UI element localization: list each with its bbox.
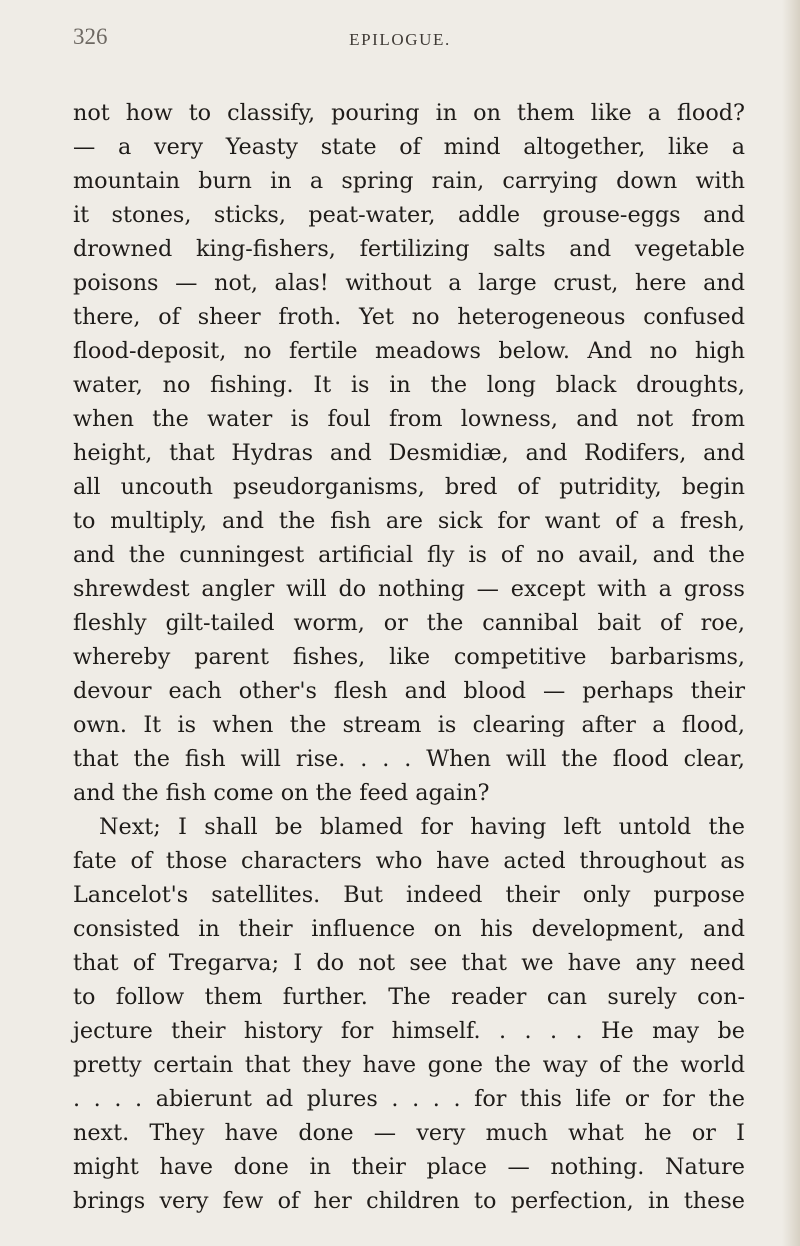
text-line: fleshly gilt-tailed worm, or the cannibal bait of roe, (73, 610, 745, 636)
text-line: to follow them further. The reader can surely con- (73, 984, 745, 1010)
text-line: drowned king-fishers, fertilizing salts and vegetable (73, 236, 745, 262)
text-line: flood-deposit, no fertile meadows below. And no high (73, 338, 745, 364)
text-line: fate of those characters who have acted throughout as (73, 848, 745, 874)
text-line: that of Tregarva; I do not see that we have any need (73, 950, 745, 976)
text-line: consisted in their influence on his development, and (73, 916, 745, 942)
text-line: and the cunningest artificial fly is of no avail, and the (73, 542, 745, 568)
running-head: EPILOGUE. (349, 30, 451, 49)
text-line: poisons — not, alas! without a large crust, here and (73, 270, 745, 296)
text-line: whereby parent fishes, like competitive barbarisms, (73, 644, 745, 670)
text-line: brings very few of her children to perfection, in these (73, 1188, 745, 1214)
page-number: 326 (73, 24, 108, 49)
text-line: water, no fishing. It is in the long black droughts, (73, 372, 745, 398)
text-line: shrewdest angler will do nothing — except with a gross (73, 576, 745, 602)
page-header (0, 24, 800, 64)
text-line-paragraph-start: Next; I shall be blamed for having left untold the (99, 814, 745, 840)
text-line: might have done in their place — nothing. Nature (73, 1154, 745, 1180)
text-line: Lancelot's satellites. But indeed their only purpose (73, 882, 745, 908)
text-line-paragraph-end: and the fish come on the feed again? (73, 780, 490, 806)
text-line: all uncouth pseudorganisms, bred of putridity, begin (73, 474, 745, 500)
text-line: height, that Hydras and Desmidiæ, and Rodifers, and (73, 440, 745, 466)
text-line: — a very Yeasty state of mind altogether, like a (73, 134, 745, 160)
text-line: when the water is foul from lowness, and not from (73, 406, 745, 432)
page-edge-shadow (782, 0, 800, 1246)
text-line: own. It is when the stream is clearing after a flood, (73, 712, 745, 738)
text-line: jecture their history for himself. . . . . He may be (73, 1018, 745, 1044)
text-line: . . . . abierunt ad plures . . . . for this life or for the (73, 1086, 745, 1112)
text-line: it stones, sticks, peat-water, addle grouse-eggs and (73, 202, 745, 228)
text-line: mountain burn in a spring rain, carrying down with (73, 168, 745, 194)
text-line: devour each other's flesh and blood — perhaps their (73, 678, 745, 704)
text-line: that the fish will rise. . . . When will the flood clear, (73, 746, 745, 772)
text-line: next. They have done — very much what he or I (73, 1120, 745, 1146)
text-line: there, of sheer froth. Yet no heterogeneous confused (73, 304, 745, 330)
text-line: not how to classify, pouring in on them like a flood? (73, 100, 745, 126)
body-text (73, 96, 745, 1218)
text-line: pretty certain that they have gone the way of the world (73, 1052, 745, 1078)
text-line: to multiply, and the fish are sick for want of a fresh, (73, 508, 745, 534)
